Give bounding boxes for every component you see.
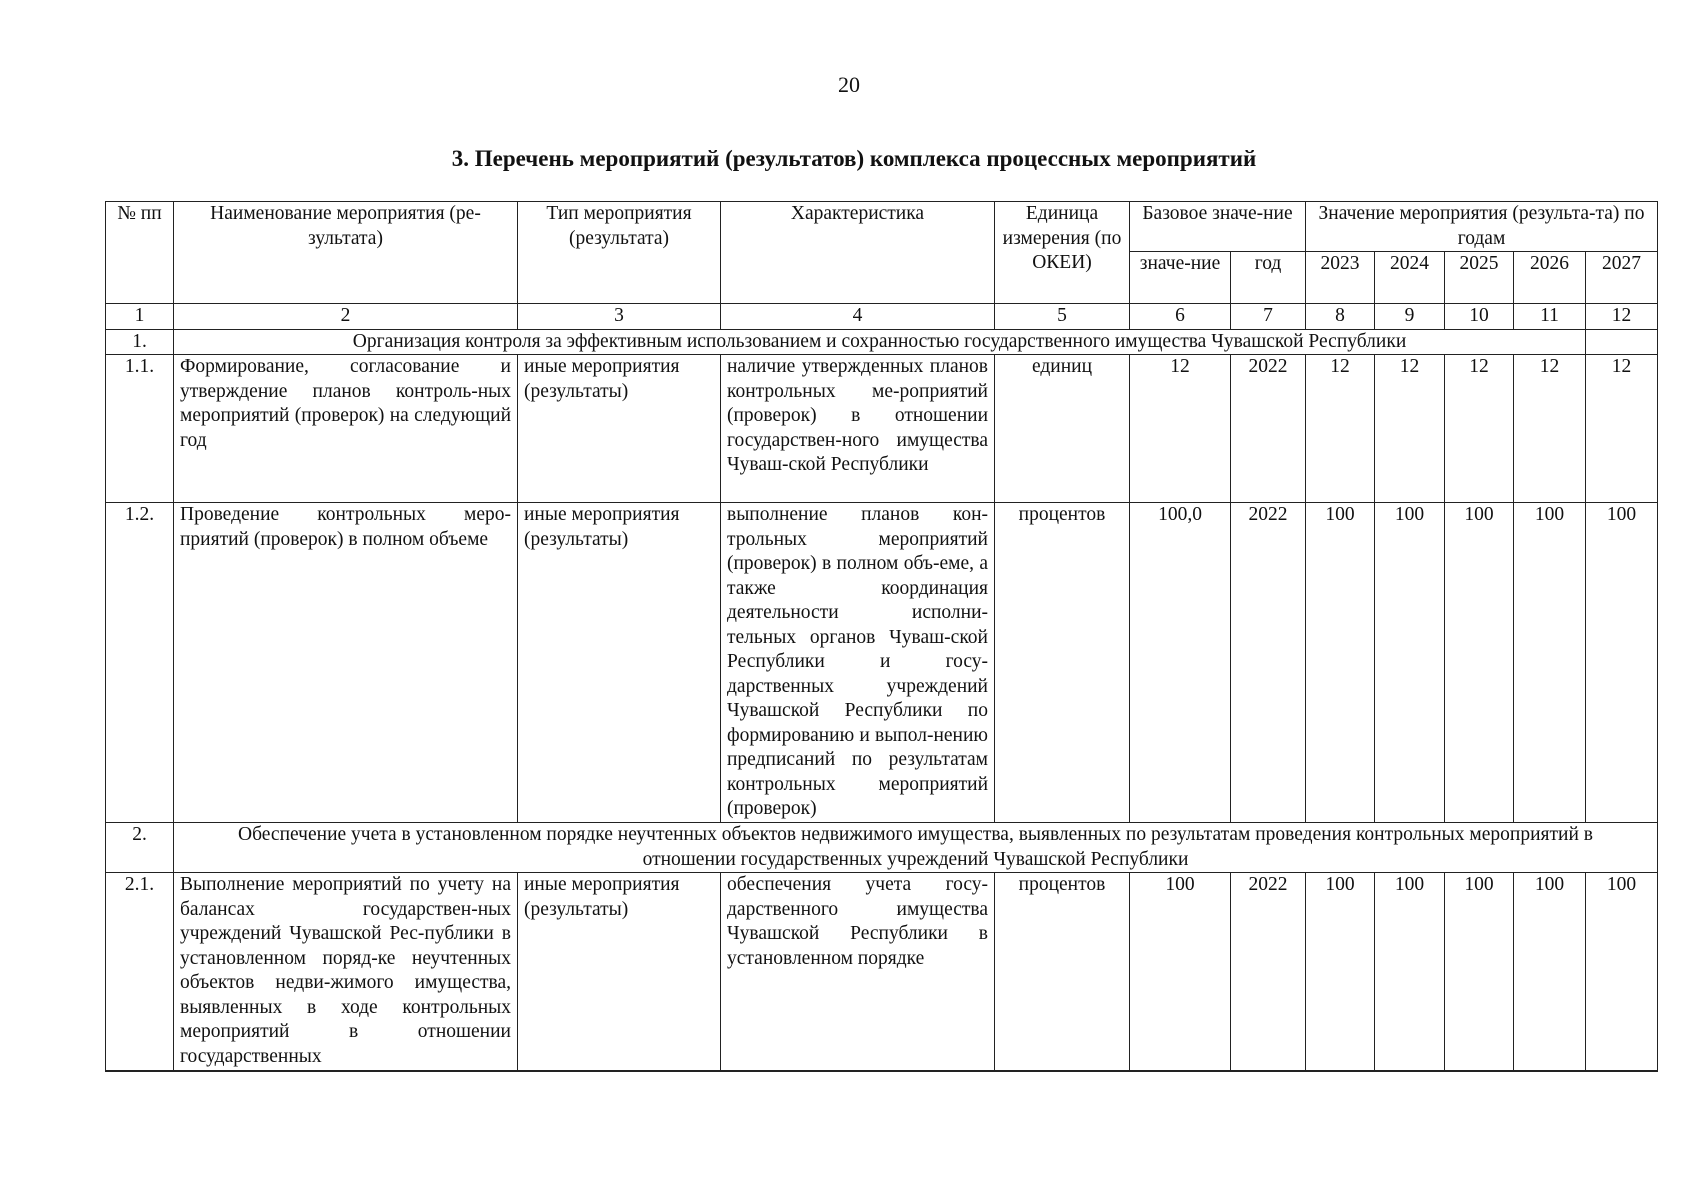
row-name: Формирование, согласование и утверждение планов контроль-ных мероприятий (проверок) на следующий год [174, 355, 518, 503]
header-type: Тип мероприятия (результата) [518, 202, 721, 304]
row-unit: процентов [995, 503, 1130, 823]
section-empty-cell [1586, 329, 1658, 355]
row-characteristic: выполнение планов кон-трольных мероприятий (проверок) в полном объ-еме, а также координация деятельности исполни-тельных органов Чуваш-ской Республики и госу-дарственных учреждений Чувашской Республики по формированию и выпол-нению предписаний по результатам контрольных мероприятий (проверок) [721, 503, 995, 823]
row-year-value: 100 [1306, 873, 1375, 1071]
row-base-year: 2022 [1231, 873, 1306, 1071]
col-number: 12 [1586, 304, 1658, 330]
header-year: 2026 [1514, 252, 1586, 304]
col-number: 2 [174, 304, 518, 330]
header-row [106, 202, 1658, 252]
row-unit: единиц [995, 355, 1130, 503]
row-year-value: 12 [1445, 355, 1514, 503]
row-base-year: 2022 [1231, 355, 1306, 503]
row-year-value: 100 [1375, 873, 1445, 1071]
col-number: 1 [106, 304, 174, 330]
row-year-value: 100 [1514, 503, 1586, 823]
header-year: 2025 [1445, 252, 1514, 304]
row-year-value: 100 [1586, 503, 1658, 823]
column-numbers-row [106, 304, 1658, 330]
header-num: № пп [106, 202, 174, 304]
section-row [106, 329, 1658, 355]
row-year-value: 12 [1375, 355, 1445, 503]
row-num: 1.2. [106, 503, 174, 823]
col-number: 11 [1514, 304, 1586, 330]
row-type: иные мероприятия (результаты) [518, 503, 721, 823]
row-year-value: 100 [1306, 503, 1375, 823]
header-year: 2027 [1586, 252, 1658, 304]
section-title: Обеспечение учета в установленном порядке неучтенных объектов недвижимого имущества, выявленных по результатам проведения контрольных мероприятий в отношении государственных учреждений Чувашской Республики [174, 823, 1658, 873]
row-characteristic: наличие утвержденных планов контрольных ме-роприятий (проверок) в отношении государствен-ного имущества Чуваш-ской Республики [721, 355, 995, 503]
row-num: 2.1. [106, 873, 174, 1071]
row-year-value: 12 [1586, 355, 1658, 503]
row-unit: процентов [995, 873, 1130, 1071]
col-number: 7 [1231, 304, 1306, 330]
row-year-value: 12 [1514, 355, 1586, 503]
row-base-year: 2022 [1231, 503, 1306, 823]
row-base-value: 100 [1130, 873, 1231, 1071]
col-number: 5 [995, 304, 1130, 330]
header-name: Наименование мероприятия (ре-зультата) [174, 202, 518, 304]
page-number: 20 [838, 72, 860, 97]
col-number: 10 [1445, 304, 1514, 330]
row-name: Проведение контрольных меро-приятий (проверок) в полном объеме [174, 503, 518, 823]
header-unit: Единица измерения (по ОКЕИ) [995, 202, 1130, 304]
col-number: 3 [518, 304, 721, 330]
row-year-value: 100 [1514, 873, 1586, 1071]
row-year-value: 100 [1586, 873, 1658, 1071]
row-year-value: 100 [1375, 503, 1445, 823]
page-title: 3. Перечень мероприятий (результатов) комплекса процессных мероприятий [451, 146, 1257, 171]
header-base: Базовое значе-ние [1130, 202, 1306, 252]
col-number: 4 [721, 304, 995, 330]
table-row [106, 503, 1658, 823]
header-year: 2023 [1306, 252, 1375, 304]
row-characteristic: обеспечения учета госу-дарственного имущества Чувашской Республики в установленном порядке [721, 873, 995, 1071]
row-year-value: 12 [1306, 355, 1375, 503]
col-number: 6 [1130, 304, 1231, 330]
header-characteristic: Характеристика [721, 202, 995, 304]
section-title: Организация контроля за эффективным использованием и сохранностью государственного имущества Чувашской Республики [174, 329, 1586, 355]
row-year-value: 100 [1445, 503, 1514, 823]
section-row [106, 823, 1658, 873]
row-year-value: 100 [1445, 873, 1514, 1071]
row-type: иные мероприятия (результаты) [518, 355, 721, 503]
table-row [106, 355, 1658, 503]
section-num: 1. [106, 329, 174, 355]
section-num: 2. [106, 823, 174, 873]
header-year: 2024 [1375, 252, 1445, 304]
row-name: Выполнение мероприятий по учету на балансах государствен-ных учреждений Чувашской Рес-публики в установленном поряд-ке неучтенных объектов недви-жимого имущества, выявленных в ходе контрольных мероприятий в отношении государственных [174, 873, 518, 1071]
col-number: 9 [1375, 304, 1445, 330]
table-row [106, 873, 1658, 1071]
activities-table [105, 201, 1658, 1072]
header-base-value: значе-ние [1130, 252, 1231, 304]
row-num: 1.1. [106, 355, 174, 503]
header-base-year: год [1231, 252, 1306, 304]
row-base-value: 100,0 [1130, 503, 1231, 823]
row-base-value: 12 [1130, 355, 1231, 503]
header-by-years: Значение мероприятия (результа-та) по годам [1306, 202, 1658, 252]
col-number: 8 [1306, 304, 1375, 330]
row-type: иные мероприятия (результаты) [518, 873, 721, 1071]
